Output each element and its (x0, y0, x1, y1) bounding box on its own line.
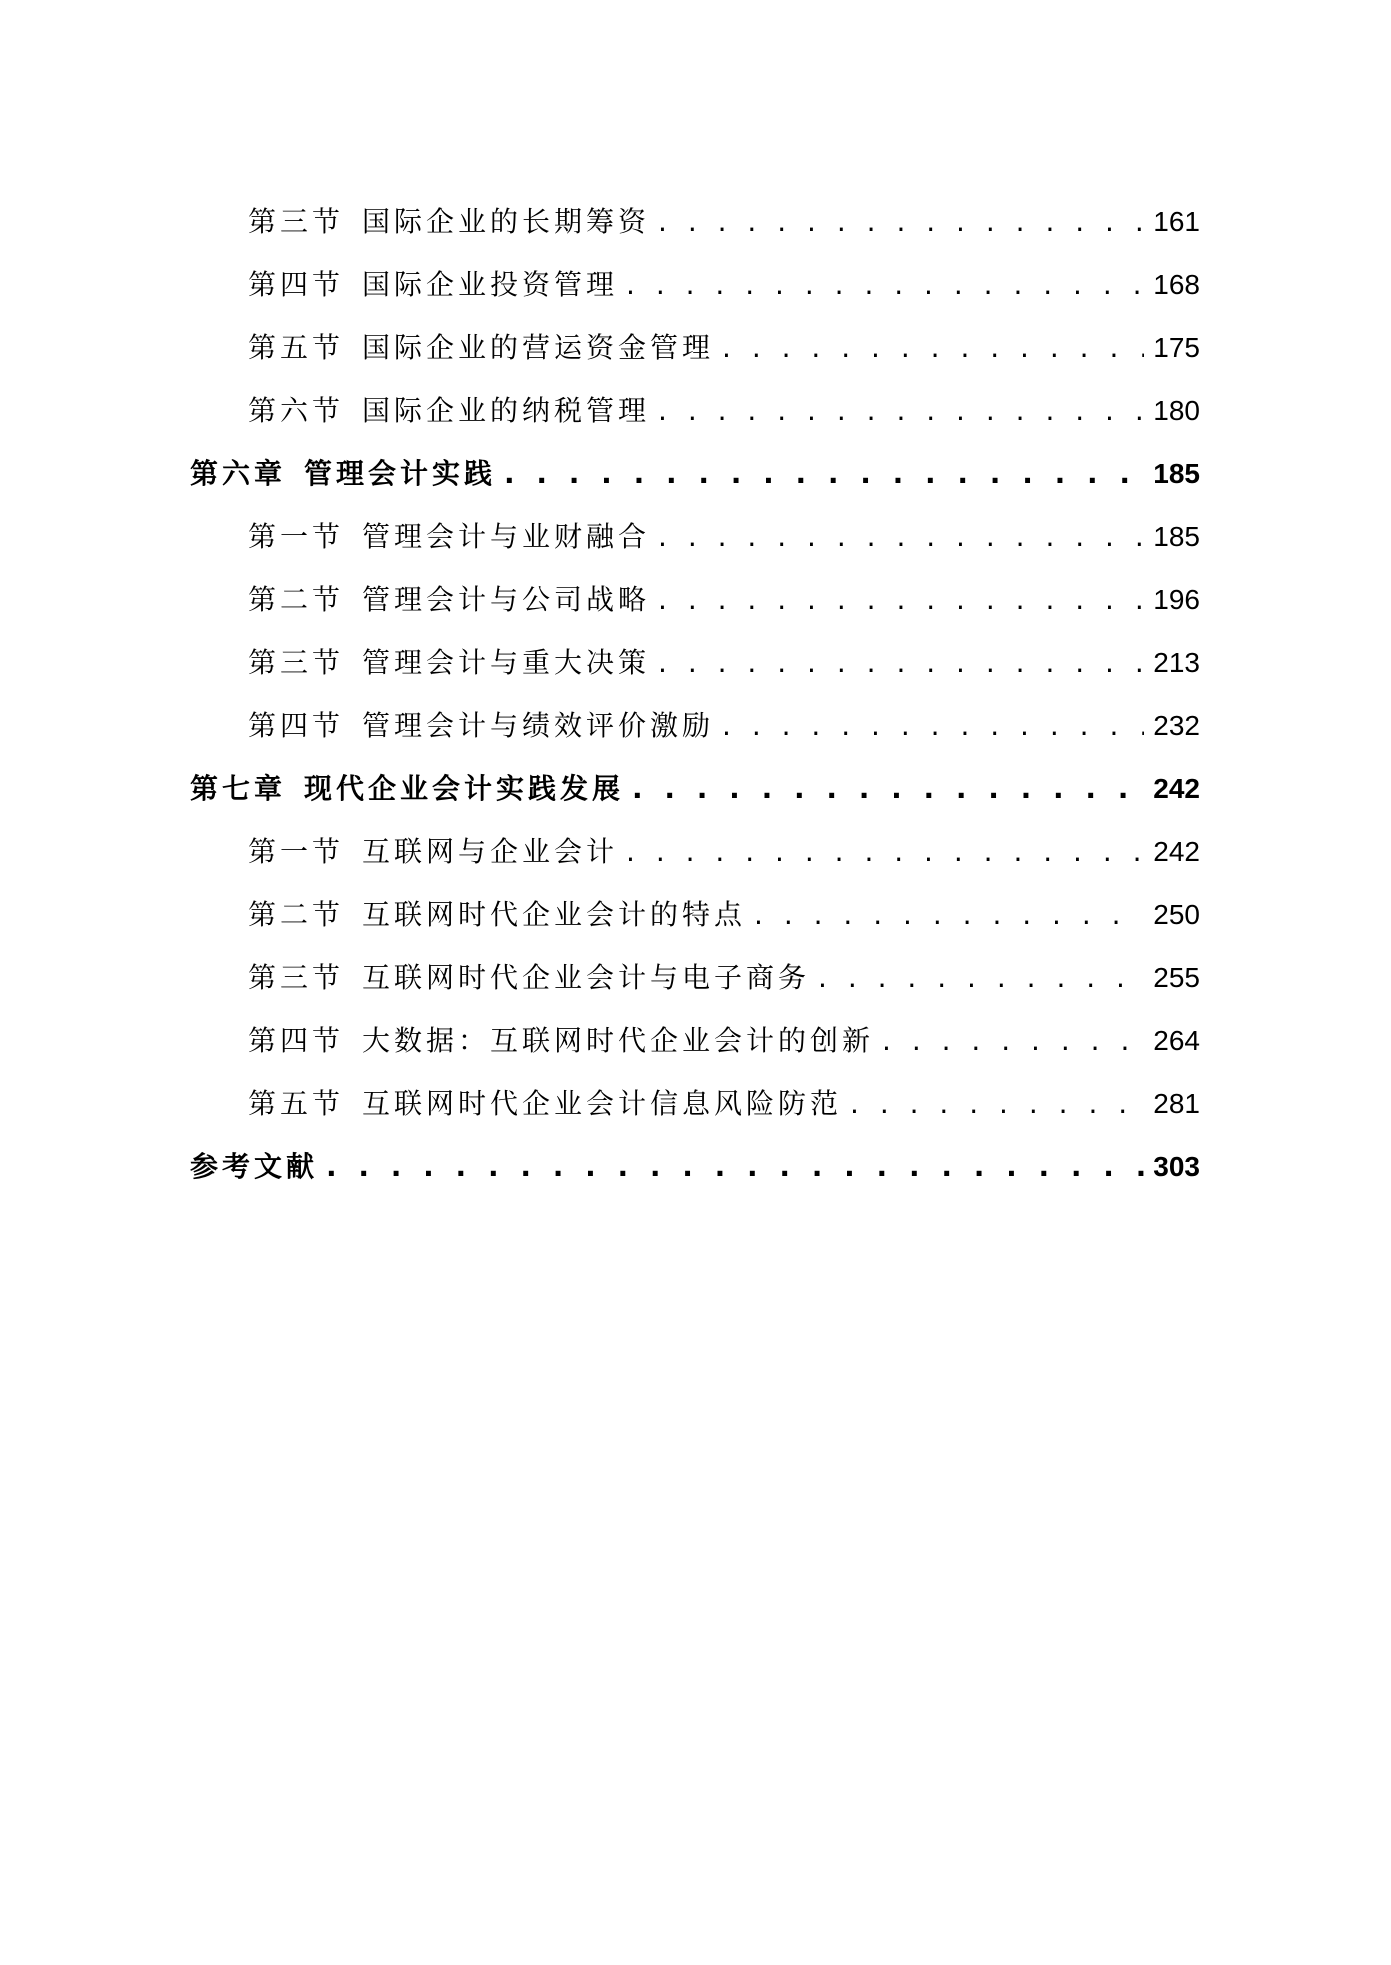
toc-references-title: 参考文献 (190, 1150, 319, 1183)
toc-page-number: 242 (1153, 836, 1200, 867)
toc-entry-number: 第四节 (248, 268, 345, 301)
toc-dot-leader (504, 442, 1144, 505)
toc-entry-title: 管理会计与业财融合 (362, 520, 651, 553)
toc-chapter-entry[interactable] (190, 442, 1200, 505)
toc-dot-leader (818, 946, 1144, 1009)
toc-entry-title: 国际企业投资管理 (362, 268, 619, 301)
toc-entry[interactable] (190, 190, 1200, 253)
toc-chapter-number: 第六章 (190, 457, 287, 490)
toc-entry-title: 管理会计与重大决策 (362, 646, 651, 679)
toc-entry[interactable] (190, 316, 1200, 379)
toc-entry-title: 管理会计与绩效评价激励 (362, 709, 715, 742)
toc-entry[interactable] (190, 1009, 1200, 1072)
toc-entry[interactable] (190, 946, 1200, 1009)
toc-entry[interactable] (190, 1072, 1200, 1135)
toc-references-entry[interactable] (190, 1135, 1200, 1198)
toc-chapter-entry[interactable] (190, 757, 1200, 820)
toc-page-number: 196 (1153, 584, 1200, 615)
toc-entry-number: 第三节 (248, 205, 345, 238)
toc-dot-leader (658, 568, 1144, 631)
toc-entry-number: 第六节 (248, 394, 345, 427)
toc-entry[interactable] (190, 883, 1200, 946)
toc-page-number: 185 (1153, 458, 1200, 489)
toc-entry-title: 国际企业的长期筹资 (362, 205, 651, 238)
toc-entry-number: 第二节 (248, 583, 345, 616)
toc-entry[interactable] (190, 505, 1200, 568)
toc-dot-leader (658, 631, 1144, 694)
toc-dot-leader (722, 316, 1144, 379)
toc-dot-leader (754, 883, 1144, 946)
toc-entry-title: 管理会计与公司战略 (362, 583, 651, 616)
toc-page-number: 232 (1153, 710, 1200, 741)
toc-entry-title: 互联网时代企业会计信息风险防范 (362, 1087, 843, 1120)
toc-dot-leader (626, 253, 1144, 316)
toc-entry-number: 第一节 (248, 835, 345, 868)
toc-entry[interactable] (190, 694, 1200, 757)
toc-entry-title: 互联网时代企业会计与电子商务 (362, 961, 811, 994)
toc-dot-leader (658, 505, 1144, 568)
toc-entry-title: 国际企业的纳税管理 (362, 394, 651, 427)
toc-page-number: 180 (1153, 395, 1200, 426)
toc-dot-leader (626, 820, 1144, 883)
toc-entry-number: 第一节 (248, 520, 345, 553)
toc-chapter-title: 管理会计实践 (304, 457, 497, 490)
toc-entry[interactable] (190, 568, 1200, 631)
toc-entry[interactable] (190, 631, 1200, 694)
toc-entry[interactable] (190, 820, 1200, 883)
toc-page-number: 185 (1153, 521, 1200, 552)
toc-page-number: 255 (1153, 962, 1200, 993)
toc-page-number: 161 (1153, 206, 1200, 237)
toc-entry-number: 第五节 (248, 331, 345, 364)
toc-chapter-title: 现代企业会计实践发展 (304, 772, 625, 805)
toc-entry-number: 第二节 (248, 898, 345, 931)
toc-dot-leader (658, 190, 1144, 253)
toc-entry-title: 国际企业的营运资金管理 (362, 331, 715, 364)
toc-entry-number: 第四节 (248, 709, 345, 742)
toc-entry[interactable] (190, 379, 1200, 442)
toc-page-number: 303 (1153, 1151, 1200, 1182)
toc-page-number: 175 (1153, 332, 1200, 363)
toc-page-number: 242 (1153, 773, 1200, 804)
toc-dot-leader (722, 694, 1144, 757)
toc-entry-title: 互联网时代企业会计的特点 (362, 898, 747, 931)
toc-dot-leader (632, 757, 1144, 820)
toc-page-number: 281 (1153, 1088, 1200, 1119)
toc-page-number: 168 (1153, 269, 1200, 300)
toc-page-number: 213 (1153, 647, 1200, 678)
toc-entry-number: 第四节 (248, 1024, 345, 1057)
toc-entry-title: 互联网与企业会计 (362, 835, 619, 868)
toc-page-number: 250 (1153, 899, 1200, 930)
toc-dot-leader (326, 1135, 1144, 1198)
toc-dot-leader (658, 379, 1144, 442)
toc-entry-number: 第三节 (248, 961, 345, 994)
toc-entry-number: 第三节 (248, 646, 345, 679)
toc-dot-leader (850, 1072, 1144, 1135)
toc-dot-leader (882, 1009, 1144, 1072)
toc-entry-number: 第五节 (248, 1087, 345, 1120)
toc-chapter-number: 第七章 (190, 772, 287, 805)
toc-page-number: 264 (1153, 1025, 1200, 1056)
toc-entry-title: 大数据：互联网时代企业会计的创新 (362, 1024, 875, 1057)
toc-entry[interactable] (190, 253, 1200, 316)
table-of-contents (190, 190, 1200, 1198)
